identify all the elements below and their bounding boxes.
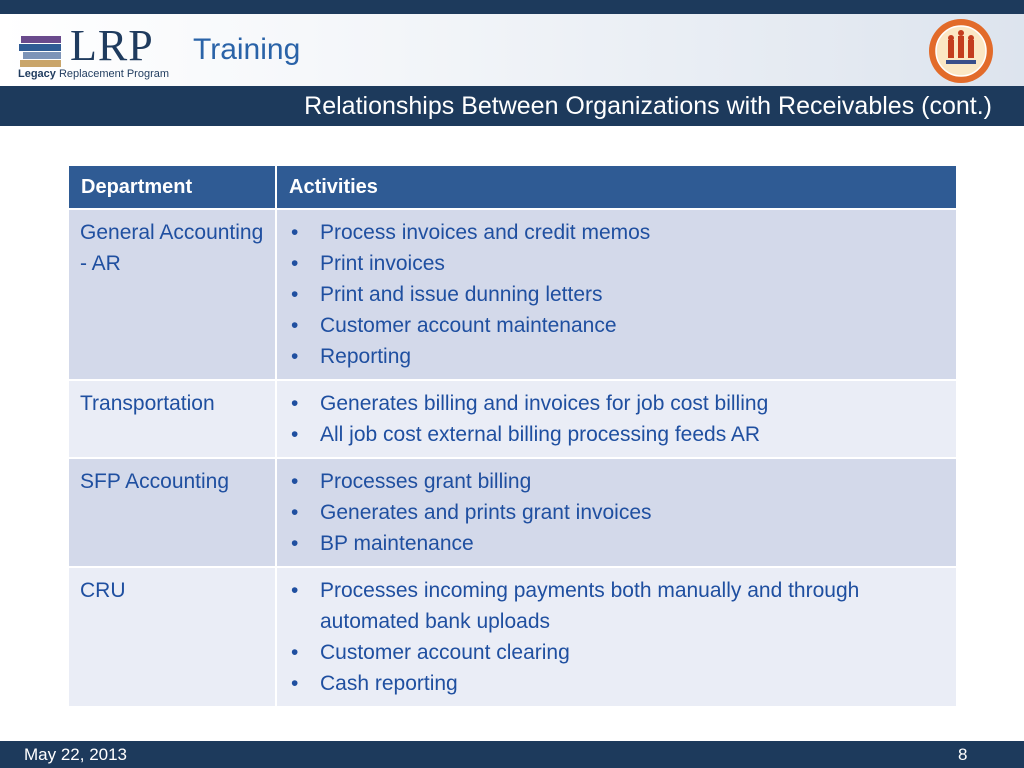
logo-subtitle-rest: Replacement Program bbox=[55, 68, 170, 80]
table-header-row bbox=[68, 165, 957, 209]
list-item: • Print invoices bbox=[288, 248, 946, 279]
activities-cell bbox=[276, 209, 957, 380]
top-strip bbox=[0, 0, 1024, 14]
list-item: • Process invoices and credit memos bbox=[288, 217, 946, 248]
list-item: • Processes grant billing bbox=[288, 466, 946, 497]
list-item: • Processes incoming payments both manually and through automated bank uploads bbox=[288, 575, 946, 637]
footer-date: May 22, 2013 bbox=[24, 745, 128, 764]
logo-wordmark: LRP bbox=[70, 21, 154, 70]
activities-list bbox=[288, 575, 946, 699]
list-item: • Customer account maintenance bbox=[288, 310, 946, 341]
footer-band bbox=[0, 741, 1024, 768]
logo-subtitle-bold: Legacy bbox=[18, 68, 56, 80]
activities-cell bbox=[276, 567, 957, 707]
section-title: Training bbox=[193, 33, 301, 66]
logo-subtitle bbox=[18, 68, 169, 80]
books-logo-icon bbox=[17, 34, 65, 70]
list-item: • Generates billing and invoices for job cost billing bbox=[288, 388, 946, 419]
table-row bbox=[68, 567, 957, 707]
slide-title: Relationships Between Organizations with Receivables (cont.) bbox=[304, 92, 992, 120]
department-cell: Transportation bbox=[68, 380, 276, 458]
activities-list bbox=[288, 388, 946, 450]
department-cell: SFP Accounting bbox=[68, 458, 276, 567]
activities-cell bbox=[276, 458, 957, 567]
title-band bbox=[0, 86, 1024, 126]
table-row bbox=[68, 458, 957, 567]
list-item: • Customer account clearing bbox=[288, 637, 946, 668]
list-item: • Print and issue dunning letters bbox=[288, 279, 946, 310]
list-item: • Cash reporting bbox=[288, 668, 946, 699]
department-cell: CRU bbox=[68, 567, 276, 707]
list-item: • Reporting bbox=[288, 341, 946, 372]
table-row bbox=[68, 209, 957, 380]
activities-cell bbox=[276, 380, 957, 458]
list-item: • Generates and prints grant invoices bbox=[288, 497, 946, 528]
activities-list bbox=[288, 217, 946, 372]
list-item: • BP maintenance bbox=[288, 528, 946, 559]
header-activities: Activities bbox=[276, 165, 957, 209]
header-band bbox=[0, 14, 1024, 86]
page-number: 8 bbox=[958, 745, 968, 764]
department-cell: General Accounting - AR bbox=[68, 209, 276, 380]
header-department: Department bbox=[68, 165, 276, 209]
activities-list bbox=[288, 466, 946, 559]
table-row bbox=[68, 380, 957, 458]
relationships-table bbox=[67, 164, 958, 708]
list-item: • All job cost external billing processing feeds AR bbox=[288, 419, 946, 450]
school-district-seal-icon bbox=[928, 18, 994, 84]
